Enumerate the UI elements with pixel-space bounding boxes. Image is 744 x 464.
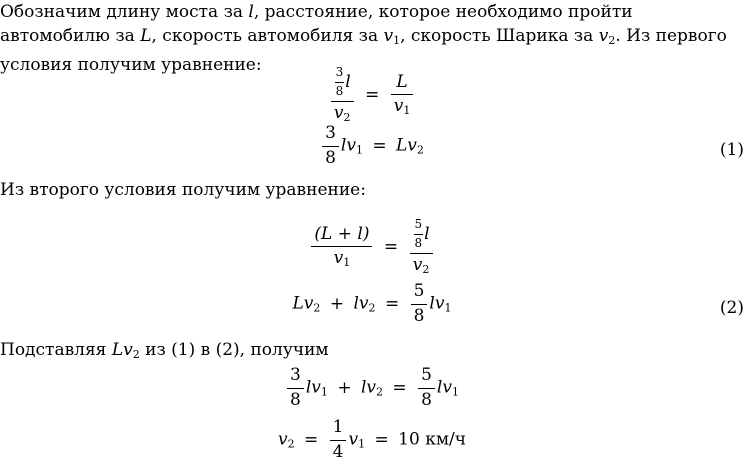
subscript: 2 <box>608 34 616 47</box>
equals-sign: = <box>304 429 319 450</box>
var-l: l <box>248 2 254 22</box>
fraction: $\frac{1}{4}$ <box>330 418 347 462</box>
equals-sign: = <box>392 377 407 398</box>
var-v2: v <box>598 26 609 46</box>
equation-number-1: (1) <box>719 140 744 160</box>
text: , расстояние, которое необходимо пройти автомобилю за <box>0 2 633 46</box>
fraction: $\frac{L}{v_1}$ <box>391 73 414 118</box>
fraction-small: $\frac{5}{8}$ <box>414 217 423 250</box>
var-v1: v <box>383 26 394 46</box>
equals-sign: = <box>365 84 380 105</box>
var-L: L <box>140 26 152 46</box>
fraction: $\frac{5}{8}$ l $v_2$ <box>410 218 433 276</box>
fraction: $\frac{3}{8}$ <box>322 124 339 168</box>
equals-sign: = <box>374 429 389 450</box>
text: , скорость автомобиля за <box>151 26 384 46</box>
fraction: $\frac{3}{8}$ l $v_2$ <box>331 66 354 124</box>
equation-b <box>0 218 744 276</box>
equation-number-2: (2) <box>719 298 744 318</box>
subscript: 1 <box>393 34 401 47</box>
paragraph-second-condition: Из второго условия получим уравнение: <box>0 180 366 200</box>
equation-2: $Lv_2 + lv_2$ = $\frac{5}{8}$ $lv_1$ <box>292 281 452 326</box>
equation-1: $\frac{3}{8}$ $lv_1 = Lv_2$ <box>0 124 744 168</box>
result-value: 10 км/ч <box>398 429 467 450</box>
text: Обозначим длину моста за <box>0 2 249 22</box>
plus-sign: + <box>329 293 345 314</box>
fraction-small: $\frac{3}{8}$ <box>335 65 344 98</box>
paragraph-substitution: Подставляя $Lv_2$ из (1) в (2), получим <box>0 340 329 361</box>
text: , скорость Шарика за <box>400 26 599 46</box>
fraction: $\frac{(L + l)}{v_1}$ <box>311 225 372 270</box>
plus-sign: + <box>337 377 352 398</box>
equals-sign: = <box>384 293 400 314</box>
equation-d: $v_2$ = $\frac{1}{4}$ $v_1 = 10$ км/ч <box>277 417 467 462</box>
equals-sign: = <box>383 236 399 257</box>
text: . Из первого условия получим уравнение: <box>0 26 727 75</box>
fraction: $\frac{5}{8}$ <box>418 366 435 410</box>
fraction: $\frac{5}{8}$ <box>411 282 428 326</box>
equals-sign: = <box>372 135 387 156</box>
equation-a <box>0 66 744 124</box>
fraction: $\frac{3}{8}$ <box>287 366 304 410</box>
equation-c: $\frac{3}{8}$ $lv_1 + lv_2$ = $\frac{5}{8}$ $lv_1$ <box>0 366 744 410</box>
